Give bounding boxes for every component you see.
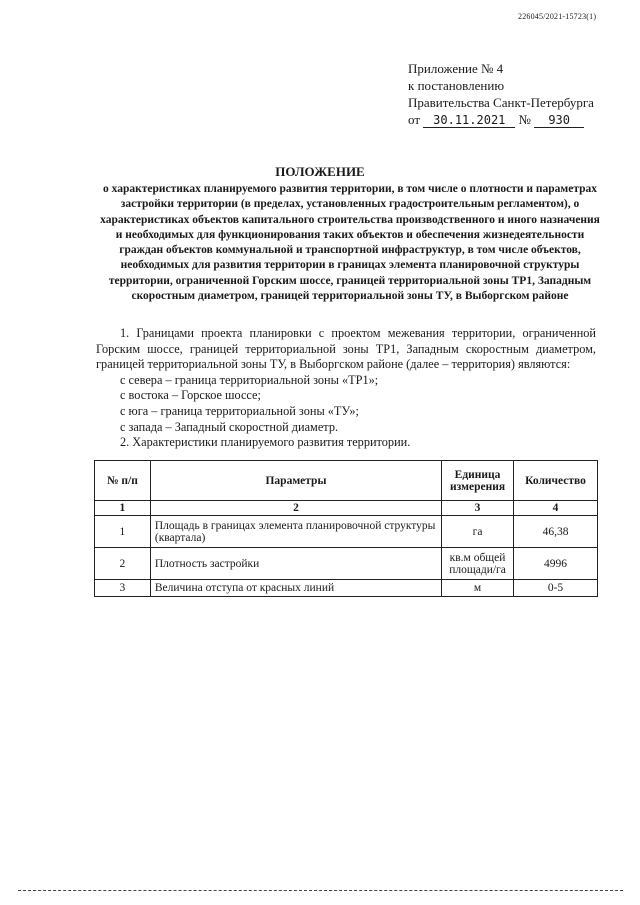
number-prefix: № [518, 112, 531, 127]
date-prefix: от [408, 112, 421, 127]
row-unit: кв.м общей площади/га [442, 548, 514, 580]
row-number: 1 [95, 516, 151, 548]
appendix-block [408, 60, 594, 128]
document-subtitle: о характеристиках планируемого развития территории, в том числе о плотности и параметрах застройки территории (в пределах, установленных градостроительным регламентом), о характеристиках объектов капитального строительства производственного и иного назначения и необходимых для функционирования таких объектов и обеспечения жизнедеятельности граждан объектов коммунальной и транспортной инфраструктур, в том числе объектов, необходимых для развития территории в границах элемента планировочной структуры территории, ограниченной Горским шоссе, границей территориальной зоны ТР1, Западным скоростным диаметром, границей территориальной зоны ТУ, в Выборгском районе [100, 183, 600, 303]
header-parameters: Параметры [150, 461, 441, 501]
boundary-north: с севера – граница территориальной зоны «ТР1»; [120, 372, 379, 387]
row-parameter: Площадь в границах элемента планировочной структуры (квартала) [150, 516, 441, 548]
boundary-west: с запада – Западный скоростной диаметр. [120, 419, 339, 434]
row-quantity: 0-5 [514, 580, 598, 597]
row-parameter: Величина отступа от красных линий [150, 580, 441, 597]
characteristics-table [94, 460, 598, 597]
decree-number: 930 [534, 114, 584, 128]
document-id: 226045/2021-15723(1) [518, 12, 597, 21]
document-body [96, 326, 596, 451]
row-quantity: 46,38 [514, 516, 598, 548]
decree-date: 30.11.2021 [423, 114, 515, 128]
row-unit: м [442, 580, 514, 597]
header-unit: Единица измерения [442, 461, 514, 501]
column-number: 1 [95, 501, 151, 516]
column-number: 3 [442, 501, 514, 516]
row-quantity: 4996 [514, 548, 598, 580]
paragraph-1: 1. Границами проекта планировки с проектом межевания территории, ограниченной Горским шоссе, границей территориальной зоны ТР1, Западным скоростным диаметром, границей территориальной зоны ТУ, в Выборгском районе (далее – территория) являются: [96, 326, 596, 372]
document-title: ПОЛОЖЕНИЕ [275, 164, 365, 179]
column-number: 4 [514, 501, 598, 516]
table-row [95, 580, 598, 597]
paragraph-2: 2. Характеристики планируемого развития территории. [120, 435, 411, 450]
appendix-line-1: Приложение № 4 [408, 61, 504, 76]
row-parameter: Плотность застройки [150, 548, 441, 580]
row-number: 2 [95, 548, 151, 580]
appendix-line-3: Правительства Санкт-Петербурга [408, 95, 594, 110]
table-row [95, 516, 598, 548]
page-bottom-divider [18, 890, 623, 891]
appendix-line-2: к постановлению [408, 78, 505, 93]
row-number: 3 [95, 580, 151, 597]
table-column-numbers [95, 501, 598, 516]
boundary-south: с юга – граница территориальной зоны «ТУ»; [120, 403, 359, 418]
boundary-east: с востока – Горское шоссе; [120, 388, 261, 403]
appendix-date-line [408, 111, 594, 128]
table-row [95, 548, 598, 580]
header-quantity: Количество [514, 461, 598, 501]
column-number: 2 [150, 501, 441, 516]
row-unit: га [442, 516, 514, 548]
table-header-row [95, 461, 598, 501]
header-number: № п/п [95, 461, 151, 501]
